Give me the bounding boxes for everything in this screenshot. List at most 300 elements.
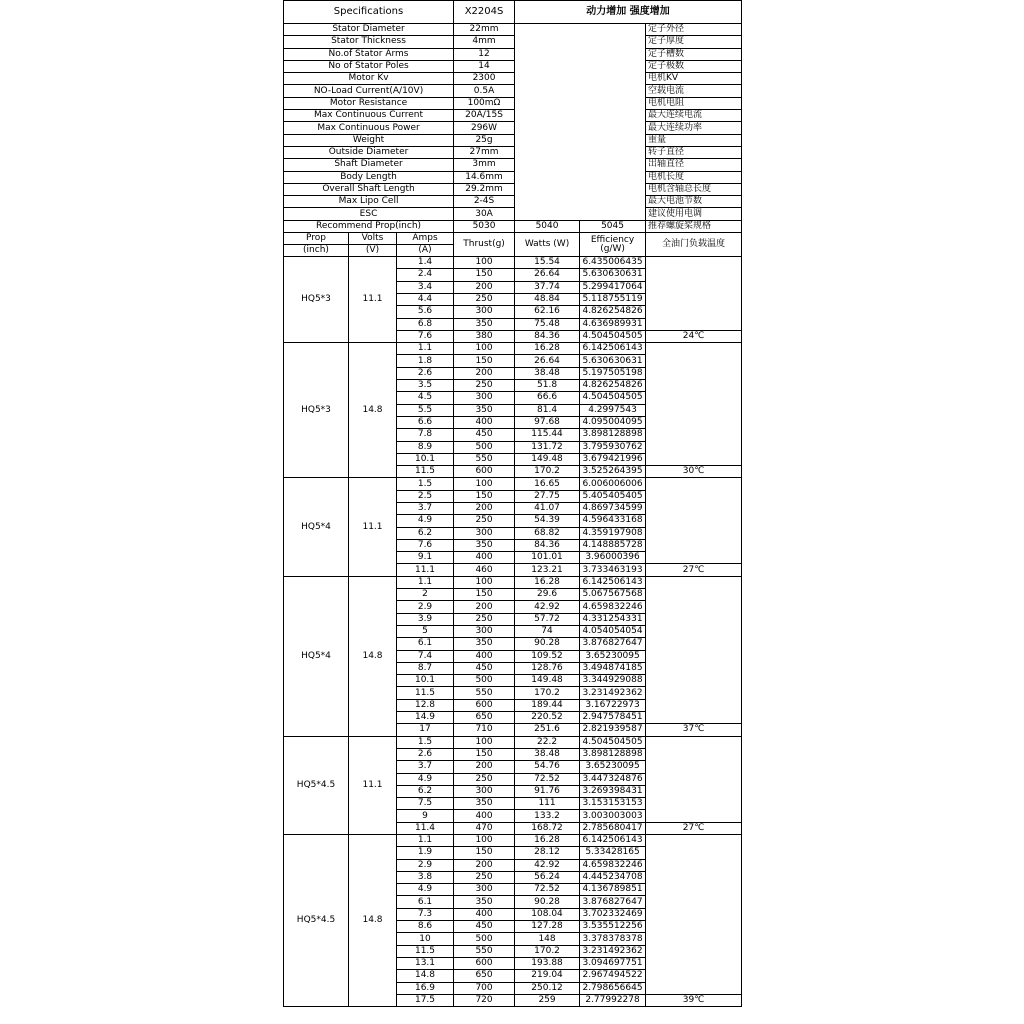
amps-cell: 3.9 xyxy=(397,613,454,625)
amps-cell: 6.2 xyxy=(397,527,454,539)
amps-cell: 11.5 xyxy=(397,687,454,699)
thrust-cell: 150 xyxy=(454,490,515,502)
thrust-cell: 600 xyxy=(454,957,515,969)
spec-label-cn: 转子直径 xyxy=(646,146,742,158)
spec-label-cn: 电机KV xyxy=(646,73,742,85)
watts-cell: 81.4 xyxy=(515,404,580,416)
thrust-cell: 100 xyxy=(454,257,515,269)
amps-cell: 7.6 xyxy=(397,330,454,342)
thrust-cell: 350 xyxy=(454,638,515,650)
efficiency-cell: 3.898128898 xyxy=(580,748,646,760)
watts-cell: 66.6 xyxy=(515,392,580,404)
efficiency-cell: 3.525264395 xyxy=(580,466,646,478)
efficiency-cell: 3.65230095 xyxy=(580,650,646,662)
watts-cell: 90.28 xyxy=(515,638,580,650)
watts-cell: 16.28 xyxy=(515,576,580,588)
watts-cell: 72.52 xyxy=(515,773,580,785)
spec-row xyxy=(284,85,742,97)
efficiency-cell: 3.65230095 xyxy=(580,761,646,773)
amps-cell: 5 xyxy=(397,625,454,637)
spec-label-cn: 最大连续功率 xyxy=(646,122,742,134)
col-thrust: Thrust(g) xyxy=(454,233,515,257)
thrust-cell: 400 xyxy=(454,416,515,428)
watts-cell: 27.75 xyxy=(515,490,580,502)
recommend-prop-row xyxy=(284,220,742,232)
efficiency-cell: 5.630630631 xyxy=(580,355,646,367)
spec-table xyxy=(283,0,742,1007)
prop-cell: HQ5*4.5 xyxy=(284,736,349,834)
spec-label-cn: 电机长度 xyxy=(646,171,742,183)
watts-cell: 109.52 xyxy=(515,650,580,662)
watts-cell: 111 xyxy=(515,798,580,810)
thrust-cell: 150 xyxy=(454,847,515,859)
thrust-cell: 200 xyxy=(454,761,515,773)
thrust-cell: 100 xyxy=(454,736,515,748)
temp-cell: 27℃ xyxy=(646,822,742,834)
watts-cell: 149.48 xyxy=(515,453,580,465)
spec-value: 12 xyxy=(454,48,515,60)
thrust-cell: 150 xyxy=(454,269,515,281)
amps-cell: 2.6 xyxy=(397,748,454,760)
thrust-cell: 300 xyxy=(454,625,515,637)
efficiency-cell: 2.821939587 xyxy=(580,724,646,736)
thrust-cell: 550 xyxy=(454,687,515,699)
temp-blank xyxy=(646,835,742,995)
volts-cell: 14.8 xyxy=(349,343,397,478)
spec-label: Body Length xyxy=(284,171,454,183)
watts-cell: 133.2 xyxy=(515,810,580,822)
efficiency-label: Efficiency xyxy=(590,234,635,245)
watts-cell: 74 xyxy=(515,625,580,637)
watts-cell: 127.28 xyxy=(515,921,580,933)
thrust-cell: 300 xyxy=(454,884,515,896)
spec-label-cn: 空载电流 xyxy=(646,85,742,97)
spec-value: 29.2mm xyxy=(454,183,515,195)
spec-header-row xyxy=(284,1,742,24)
table-row xyxy=(284,736,742,748)
temp-cell: 39℃ xyxy=(646,994,742,1006)
thrust-cell: 200 xyxy=(454,367,515,379)
amps-cell: 12.8 xyxy=(397,699,454,711)
amps-cell: 10 xyxy=(397,933,454,945)
model-name: X2204S xyxy=(454,1,515,24)
watts-cell: 97.68 xyxy=(515,416,580,428)
table-row xyxy=(284,478,742,490)
efficiency-cell: 3.795930762 xyxy=(580,441,646,453)
spec-value: 3mm xyxy=(454,159,515,171)
col-watts: Watts (W) xyxy=(515,233,580,257)
recommend-label: Recommend Prop(inch) xyxy=(284,220,454,232)
spec-label-cn: 出轴直径 xyxy=(646,159,742,171)
thrust-cell: 400 xyxy=(454,650,515,662)
efficiency-cell: 3.231492362 xyxy=(580,687,646,699)
spec-label-cn: 建议使用电调 xyxy=(646,208,742,220)
efficiency-cell: 4.636989931 xyxy=(580,318,646,330)
thrust-cell: 600 xyxy=(454,699,515,711)
spec-label: Stator Thickness xyxy=(284,36,454,48)
watts-cell: 62.16 xyxy=(515,306,580,318)
watts-cell: 37.74 xyxy=(515,281,580,293)
watts-cell: 220.52 xyxy=(515,712,580,724)
thrust-cell: 700 xyxy=(454,982,515,994)
spec-label-cn: 电机含轴总长度 xyxy=(646,183,742,195)
thrust-cell: 450 xyxy=(454,429,515,441)
thrust-cell: 100 xyxy=(454,478,515,490)
spec-label-cn: 定子极数 xyxy=(646,60,742,72)
thrust-cell: 470 xyxy=(454,822,515,834)
efficiency-cell: 3.494874185 xyxy=(580,662,646,674)
amps-cell: 9 xyxy=(397,810,454,822)
thrust-cell: 450 xyxy=(454,662,515,674)
watts-cell: 259 xyxy=(515,994,580,1006)
efficiency-cell: 6.142506143 xyxy=(580,835,646,847)
spec-label: ESC xyxy=(284,208,454,220)
temp-blank xyxy=(646,736,742,822)
thrust-cell: 500 xyxy=(454,441,515,453)
efficiency-cell: 3.96000396 xyxy=(580,552,646,564)
table-row xyxy=(284,576,742,588)
efficiency-cell: 3.733463193 xyxy=(580,564,646,576)
temp-cell: 27℃ xyxy=(646,564,742,576)
efficiency-cell: 2.967494522 xyxy=(580,970,646,982)
amps-cell: 3.4 xyxy=(397,281,454,293)
amps-cell: 8.9 xyxy=(397,441,454,453)
watts-cell: 128.76 xyxy=(515,662,580,674)
watts-cell: 26.64 xyxy=(515,269,580,281)
amps-cell: 4.4 xyxy=(397,293,454,305)
spec-row xyxy=(284,24,742,36)
amps-cell: 2.5 xyxy=(397,490,454,502)
spec-row xyxy=(284,134,742,146)
spec-row xyxy=(284,159,742,171)
efficiency-cell: 3.231492362 xyxy=(580,945,646,957)
efficiency-cell: 3.344929088 xyxy=(580,675,646,687)
spec-value: 22mm xyxy=(454,24,515,36)
watts-cell: 29.6 xyxy=(515,589,580,601)
spec-value: 296W xyxy=(454,122,515,134)
watts-cell: 54.76 xyxy=(515,761,580,773)
amps-cell: 1.9 xyxy=(397,847,454,859)
amps-cell: 4.9 xyxy=(397,884,454,896)
amps-cell: 17 xyxy=(397,724,454,736)
efficiency-cell: 4.148885728 xyxy=(580,539,646,551)
watts-cell: 75.48 xyxy=(515,318,580,330)
temp-cell: 37℃ xyxy=(646,724,742,736)
efficiency-cell: 5.630630631 xyxy=(580,269,646,281)
thrust-cell: 150 xyxy=(454,355,515,367)
thrust-cell: 650 xyxy=(454,970,515,982)
efficiency-cell: 4.331254331 xyxy=(580,613,646,625)
thrust-cell: 300 xyxy=(454,306,515,318)
thrust-cell: 350 xyxy=(454,896,515,908)
watts-cell: 41.07 xyxy=(515,502,580,514)
watts-cell: 170.2 xyxy=(515,945,580,957)
amps-cell: 3.7 xyxy=(397,502,454,514)
amps-cell: 4.9 xyxy=(397,515,454,527)
spec-label-cn: 重量 xyxy=(646,134,742,146)
amps-cell: 11.4 xyxy=(397,822,454,834)
spec-label-cn: 最大电池节数 xyxy=(646,196,742,208)
efficiency-cell: 4.359197908 xyxy=(580,527,646,539)
table-row xyxy=(284,835,742,847)
watts-cell: 101.01 xyxy=(515,552,580,564)
efficiency-cell: 3.003003003 xyxy=(580,810,646,822)
efficiency-cell: 3.679421996 xyxy=(580,453,646,465)
watts-cell: 54.39 xyxy=(515,515,580,527)
table-row xyxy=(284,343,742,355)
spec-label-cn: 定子外径 xyxy=(646,24,742,36)
spec-table-body xyxy=(284,1,742,1007)
watts-cell: 16.28 xyxy=(515,835,580,847)
amps-cell: 7.4 xyxy=(397,650,454,662)
efficiency-cell: 6.142506143 xyxy=(580,343,646,355)
efficiency-cell: 2.947578451 xyxy=(580,712,646,724)
spec-value: 4mm xyxy=(454,36,515,48)
volts-cell: 14.8 xyxy=(349,835,397,1007)
thrust-cell: 350 xyxy=(454,318,515,330)
col-amps-unit: (A) xyxy=(397,245,454,257)
amps-cell: 6.1 xyxy=(397,896,454,908)
recommend-prop: 5030 xyxy=(454,220,515,232)
spec-label: Max Continuous Power xyxy=(284,122,454,134)
amps-cell: 3.8 xyxy=(397,871,454,883)
temp-blank xyxy=(646,343,742,466)
watts-cell: 16.28 xyxy=(515,343,580,355)
amps-cell: 14.9 xyxy=(397,712,454,724)
spec-value: 0.5A xyxy=(454,85,515,97)
thrust-cell: 550 xyxy=(454,453,515,465)
efficiency-unit: (g/W) xyxy=(600,243,625,254)
amps-cell: 11.1 xyxy=(397,564,454,576)
thrust-cell: 250 xyxy=(454,515,515,527)
spec-label: No of Stator Poles xyxy=(284,60,454,72)
efficiency-cell: 4.659832246 xyxy=(580,601,646,613)
efficiency-cell: 2.77992278 xyxy=(580,994,646,1006)
thrust-cell: 400 xyxy=(454,552,515,564)
amps-cell: 1.1 xyxy=(397,576,454,588)
amps-cell: 2.4 xyxy=(397,269,454,281)
spec-value: 30A xyxy=(454,208,515,220)
amps-cell: 2.9 xyxy=(397,859,454,871)
efficiency-cell: 2.785680417 xyxy=(580,822,646,834)
watts-cell: 68.82 xyxy=(515,527,580,539)
thrust-cell: 500 xyxy=(454,675,515,687)
thrust-cell: 400 xyxy=(454,810,515,822)
recommend-prop: 5045 xyxy=(580,220,646,232)
table-row xyxy=(284,257,742,269)
efficiency-cell: 3.378378378 xyxy=(580,933,646,945)
col-efficiency xyxy=(580,233,646,257)
amps-cell: 17.5 xyxy=(397,994,454,1006)
thrust-cell: 100 xyxy=(454,576,515,588)
watts-cell: 16.65 xyxy=(515,478,580,490)
efficiency-cell: 5.197505198 xyxy=(580,367,646,379)
recommend-label-cn: 推荐螺旋桨规格 xyxy=(646,220,742,232)
volts-cell: 14.8 xyxy=(349,576,397,736)
thrust-cell: 150 xyxy=(454,589,515,601)
efficiency-cell: 3.702332469 xyxy=(580,908,646,920)
prop-cell: HQ5*4 xyxy=(284,576,349,736)
watts-cell: 131.72 xyxy=(515,441,580,453)
spec-label: No.of Stator Arms xyxy=(284,48,454,60)
thrust-cell: 400 xyxy=(454,908,515,920)
amps-cell: 7.8 xyxy=(397,429,454,441)
spec-label: Weight xyxy=(284,134,454,146)
spec-label: Motor Resistance xyxy=(284,97,454,109)
chinese-title: 动力增加 强度增加 xyxy=(515,1,742,24)
thrust-cell: 250 xyxy=(454,613,515,625)
thrust-cell: 600 xyxy=(454,466,515,478)
spec-label: Max Lipo Cell xyxy=(284,196,454,208)
efficiency-cell: 5.405405405 xyxy=(580,490,646,502)
spec-value: 14 xyxy=(454,60,515,72)
amps-cell: 5.6 xyxy=(397,306,454,318)
thrust-cell: 250 xyxy=(454,871,515,883)
amps-cell: 10.1 xyxy=(397,675,454,687)
amps-cell: 7.3 xyxy=(397,908,454,920)
thrust-cell: 250 xyxy=(454,380,515,392)
efficiency-cell: 3.898128898 xyxy=(580,429,646,441)
prop-cell: HQ5*4.5 xyxy=(284,835,349,1007)
watts-cell: 42.92 xyxy=(515,859,580,871)
thrust-cell: 250 xyxy=(454,773,515,785)
amps-cell: 6.8 xyxy=(397,318,454,330)
thrust-cell: 200 xyxy=(454,281,515,293)
spec-value: 100mΩ xyxy=(454,97,515,109)
spec-label-cn: 电机电阻 xyxy=(646,97,742,109)
watts-cell: 51.8 xyxy=(515,380,580,392)
temp-cell: 24℃ xyxy=(646,330,742,342)
amps-cell: 11.5 xyxy=(397,466,454,478)
thrust-cell: 350 xyxy=(454,539,515,551)
watts-cell: 123.21 xyxy=(515,564,580,576)
efficiency-cell: 3.153153153 xyxy=(580,798,646,810)
efficiency-cell: 4.504504505 xyxy=(580,330,646,342)
spec-row xyxy=(284,110,742,122)
amps-cell: 16.9 xyxy=(397,982,454,994)
amps-cell: 8.7 xyxy=(397,662,454,674)
spec-row xyxy=(284,122,742,134)
amps-cell: 14.8 xyxy=(397,970,454,982)
amps-cell: 13.1 xyxy=(397,957,454,969)
column-header-row xyxy=(284,233,742,245)
amps-cell: 1.4 xyxy=(397,257,454,269)
efficiency-cell: 6.435006435 xyxy=(580,257,646,269)
temp-cell: 30℃ xyxy=(646,466,742,478)
col-prop-unit: (inch) xyxy=(284,245,349,257)
efficiency-cell: 4.596433168 xyxy=(580,515,646,527)
efficiency-cell: 5.299417064 xyxy=(580,281,646,293)
watts-cell: 91.76 xyxy=(515,785,580,797)
spec-value: 25g xyxy=(454,134,515,146)
prop-cell: HQ5*3 xyxy=(284,343,349,478)
amps-cell: 7.6 xyxy=(397,539,454,551)
efficiency-cell: 4.504504505 xyxy=(580,736,646,748)
spec-row xyxy=(284,208,742,220)
col-volts: Volts xyxy=(349,233,397,245)
efficiency-cell: 5.118755119 xyxy=(580,293,646,305)
amps-cell: 6.2 xyxy=(397,785,454,797)
watts-cell: 22.2 xyxy=(515,736,580,748)
specifications-label: Specifications xyxy=(284,1,454,24)
amps-cell: 1.5 xyxy=(397,736,454,748)
watts-cell: 170.2 xyxy=(515,687,580,699)
thrust-cell: 720 xyxy=(454,994,515,1006)
efficiency-cell: 6.006006006 xyxy=(580,478,646,490)
efficiency-cell: 4.136789851 xyxy=(580,884,646,896)
spec-label-cn: 最大连续电流 xyxy=(646,110,742,122)
efficiency-cell: 4.445234708 xyxy=(580,871,646,883)
thrust-cell: 450 xyxy=(454,921,515,933)
spec-value: 14.6mm xyxy=(454,171,515,183)
spec-value: 20A/15S xyxy=(454,110,515,122)
amps-cell: 1.1 xyxy=(397,343,454,355)
spec-row xyxy=(284,36,742,48)
spec-value: 27mm xyxy=(454,146,515,158)
spec-value: 2300 xyxy=(454,73,515,85)
col-volts-unit: (V) xyxy=(349,245,397,257)
spec-row xyxy=(284,73,742,85)
prop-cell: HQ5*4 xyxy=(284,478,349,576)
efficiency-cell: 4.826254826 xyxy=(580,380,646,392)
temp-blank xyxy=(646,576,742,724)
thrust-cell: 200 xyxy=(454,601,515,613)
spec-label: Overall Shaft Length xyxy=(284,183,454,195)
amps-cell: 6.6 xyxy=(397,416,454,428)
amps-cell: 3.7 xyxy=(397,761,454,773)
thrust-cell: 200 xyxy=(454,502,515,514)
watts-cell: 56.24 xyxy=(515,871,580,883)
efficiency-cell: 2.798656645 xyxy=(580,982,646,994)
spec-row xyxy=(284,48,742,60)
spec-value: 2-4S xyxy=(454,196,515,208)
amps-cell: 2.6 xyxy=(397,367,454,379)
amps-cell: 9.1 xyxy=(397,552,454,564)
temp-blank xyxy=(646,478,742,564)
spec-label: Stator Diameter xyxy=(284,24,454,36)
efficiency-cell: 3.269398431 xyxy=(580,785,646,797)
amps-cell: 7.5 xyxy=(397,798,454,810)
spec-row xyxy=(284,97,742,109)
thrust-cell: 350 xyxy=(454,404,515,416)
efficiency-cell: 5.33428165 xyxy=(580,847,646,859)
watts-cell: 115.44 xyxy=(515,429,580,441)
blank-area xyxy=(515,24,646,221)
temp-blank xyxy=(646,257,742,331)
watts-cell: 26.64 xyxy=(515,355,580,367)
spec-row xyxy=(284,183,742,195)
watts-cell: 42.92 xyxy=(515,601,580,613)
spec-label: NO-Load Current(A/10V) xyxy=(284,85,454,97)
spec-row xyxy=(284,171,742,183)
watts-cell: 219.04 xyxy=(515,970,580,982)
spec-row xyxy=(284,196,742,208)
recommend-prop: 5040 xyxy=(515,220,580,232)
watts-cell: 90.28 xyxy=(515,896,580,908)
watts-cell: 193.88 xyxy=(515,957,580,969)
thrust-cell: 200 xyxy=(454,859,515,871)
thrust-cell: 300 xyxy=(454,392,515,404)
watts-cell: 170.2 xyxy=(515,466,580,478)
thrust-cell: 350 xyxy=(454,798,515,810)
spec-row xyxy=(284,60,742,72)
watts-cell: 38.48 xyxy=(515,367,580,379)
thrust-cell: 460 xyxy=(454,564,515,576)
amps-cell: 3.5 xyxy=(397,380,454,392)
watts-cell: 84.36 xyxy=(515,330,580,342)
efficiency-cell: 5.067567568 xyxy=(580,589,646,601)
watts-cell: 57.72 xyxy=(515,613,580,625)
